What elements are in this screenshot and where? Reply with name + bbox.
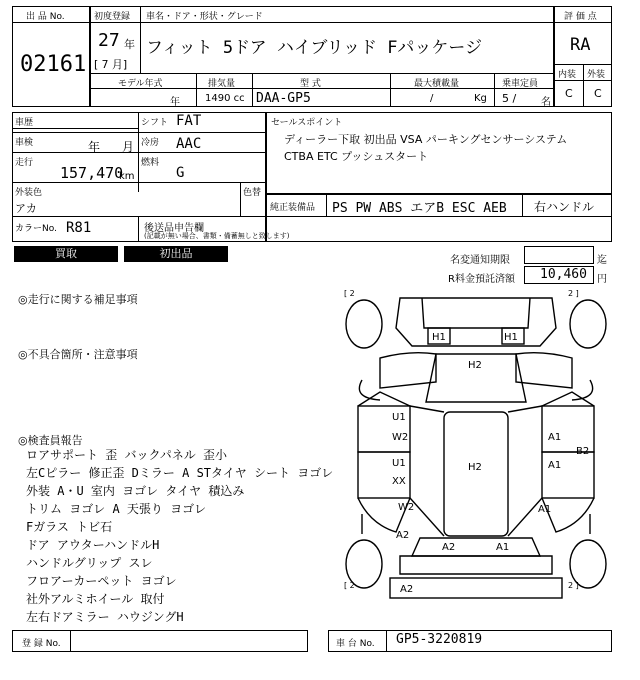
inspector-line: Fガラス トビ石 — [26, 520, 113, 534]
sales-points-line2: CTBA ETC プッシュスタート — [284, 150, 429, 163]
mark-h2-hood: H2 — [468, 360, 482, 371]
deadline-label: 名変通知期限 — [450, 255, 510, 266]
inspection-year-unit: 年 — [88, 140, 101, 154]
inspector-line: 社外アルミホイール 取付 — [26, 592, 165, 606]
history-label: 車歴 — [15, 118, 34, 128]
color-no-label: カラーNo. — [15, 224, 57, 234]
model-year-unit: 年 — [170, 97, 180, 108]
capacity-label: 乗車定員 — [502, 79, 539, 89]
equipment-label: 純正装備品 — [270, 203, 316, 213]
inspector-line: トリム ヨゴレ A 天張り ヨゴレ — [26, 502, 207, 516]
mark-h1-left: H1 — [432, 332, 446, 343]
recycle-label: R料金預託済額 — [448, 274, 515, 285]
car-damage-diagram — [340, 288, 612, 600]
max-load-sep: / — [430, 93, 434, 104]
first-reg-month-unit: 月 — [111, 58, 123, 71]
registration-number-label: 登 録 No. — [22, 639, 61, 649]
corner-label-br: 2 ] — [568, 581, 579, 590]
fuel-label: 燃料 — [141, 158, 160, 168]
mark-w2-left-rear: W2 — [398, 502, 415, 513]
exterior-grade: C — [594, 87, 602, 100]
ac-label: 冷房 — [141, 138, 160, 148]
model-year-label: モデル年式 — [118, 79, 163, 89]
equipment-items: PS PW ABS エアB ESC AEB — [332, 201, 507, 216]
shift-label: シフト — [141, 118, 169, 128]
inspector-line: ハンドルグリップ スレ — [26, 556, 153, 570]
max-load-label: 最大積載量 — [414, 79, 460, 89]
mileage-label: 走行 — [15, 158, 34, 168]
inspector-line: 左右ドアミラー ハウジングH — [26, 610, 184, 624]
mark-xx-left-door: XX — [392, 476, 406, 487]
ac-value: AAC — [176, 136, 202, 152]
max-load-unit: Kg — [474, 93, 487, 104]
mark-a1-right-rear: A1 — [538, 504, 552, 515]
first-reg-year-unit: 年 — [124, 38, 135, 51]
inspector-line: 左Cピラー 修正歪 Dミラー A STタイヤ シート ヨゴレ — [26, 466, 334, 480]
inspection-month-unit: 月 — [122, 140, 135, 154]
exterior-color-label: 外装色 — [15, 188, 43, 198]
inspector-line: ドア アウターハンドルH — [26, 538, 160, 552]
vehicle-name: フィット 5ドア ハイブリッド Fパッケージ — [146, 38, 483, 58]
recycle-amount: 10,460 — [540, 267, 587, 282]
chassis-number-label: 車 台 No. — [336, 639, 375, 649]
corner-label-bl: [ 2 — [344, 581, 355, 590]
interior-label: 内装 — [558, 70, 577, 80]
aftermarket-label: 後送品申告欄 — [144, 223, 204, 234]
displacement-label: 排気量 — [208, 79, 236, 89]
capacity-unit: 名 — [541, 97, 551, 108]
aftermarket-note: (記載が無い場合、書類・備蓄無しと致します) — [144, 232, 290, 240]
color-change-label: 色替 — [243, 188, 262, 198]
mark-h1-right: H1 — [504, 332, 518, 343]
capacity: 5 — [502, 92, 509, 105]
sales-points-label: セールスポイント — [271, 118, 343, 128]
model-type-label: 型 式 — [300, 79, 321, 89]
mark-a1-right-door: A1 — [548, 460, 562, 471]
fuel-value: G — [176, 165, 185, 181]
steering-side: 右ハンドル — [534, 200, 595, 214]
capacity-value — [502, 92, 516, 105]
mark-h2-roof: H2 — [468, 462, 482, 473]
mark-u1-left-door: U1 — [392, 458, 406, 469]
mark-a1-right-front: A1 — [548, 432, 562, 443]
lot-number: 02161 — [20, 52, 87, 77]
exterior-color-value: アカ — [15, 202, 37, 215]
inspection-label: 車検 — [15, 138, 34, 148]
mileage-unit: km — [119, 171, 135, 182]
first-listing-tag: 初出品 — [124, 246, 228, 262]
mark-w2-left-front: W2 — [392, 432, 409, 443]
corner-label-tr: 2 ] — [568, 289, 579, 298]
displacement: 1490 — [205, 93, 231, 104]
capacity-sep: / — [512, 92, 517, 105]
first-reg-year: 27 — [98, 30, 120, 51]
rating-value: RA — [570, 35, 591, 55]
inspector-line: 外装 A・U 室内 ヨゴレ タイヤ 積込み — [26, 484, 245, 498]
interior-grade: C — [565, 87, 573, 100]
vehicle-description-label: 車名・ドア・形状・グレード — [146, 12, 263, 22]
shift-value: FAT — [176, 113, 202, 129]
first-reg-month-bracket: [ 7 月] — [94, 58, 128, 71]
deadline-box — [524, 246, 594, 264]
first-registration-label: 初度登録 — [94, 12, 131, 22]
defects-notes-label: ◎不具合箇所・注意事項 — [18, 348, 138, 361]
recycle-unit: 円 — [597, 274, 607, 285]
chassis-number: GP5-3220819 — [396, 632, 483, 647]
deadline-unit: 迄 — [597, 255, 607, 266]
driving-notes-label: ◎走行に関する補足事項 — [18, 293, 138, 306]
mark-a2-bottom-left: A2 — [400, 584, 414, 595]
inspector-line: ロアサポート 歪 バックパネル 歪小 — [26, 448, 227, 462]
lot-number-label: 出 品 No. — [26, 12, 65, 22]
mark-a2-left-rear: A2 — [396, 530, 410, 541]
exterior-label: 外装 — [587, 70, 606, 80]
mark-a2-rear: A2 — [442, 542, 456, 553]
first-reg-month: 7 — [101, 58, 109, 71]
mark-b2-right: B2 — [576, 446, 590, 457]
mark-a1-rear: A1 — [496, 542, 510, 553]
mileage-value: 157,470 — [60, 164, 124, 182]
inspector-report-label: ◎検査員報告 — [18, 434, 83, 447]
rating-label: 評 価 点 — [564, 12, 597, 22]
displacement-unit: cc — [233, 93, 245, 104]
mark-u1-left-front: U1 — [392, 412, 406, 423]
buy-tag: 買取 — [14, 246, 118, 262]
color-no-value: R81 — [66, 220, 92, 236]
displacement-value — [205, 93, 245, 104]
inspector-line: フロアーカーペット ヨゴレ — [26, 574, 177, 588]
sales-points-line1: ディーラー下取 初出品 VSA パーキングセンサーシステム — [284, 133, 568, 146]
model-type: DAA-GP5 — [256, 91, 311, 106]
corner-label-tl: [ 2 — [344, 289, 355, 298]
